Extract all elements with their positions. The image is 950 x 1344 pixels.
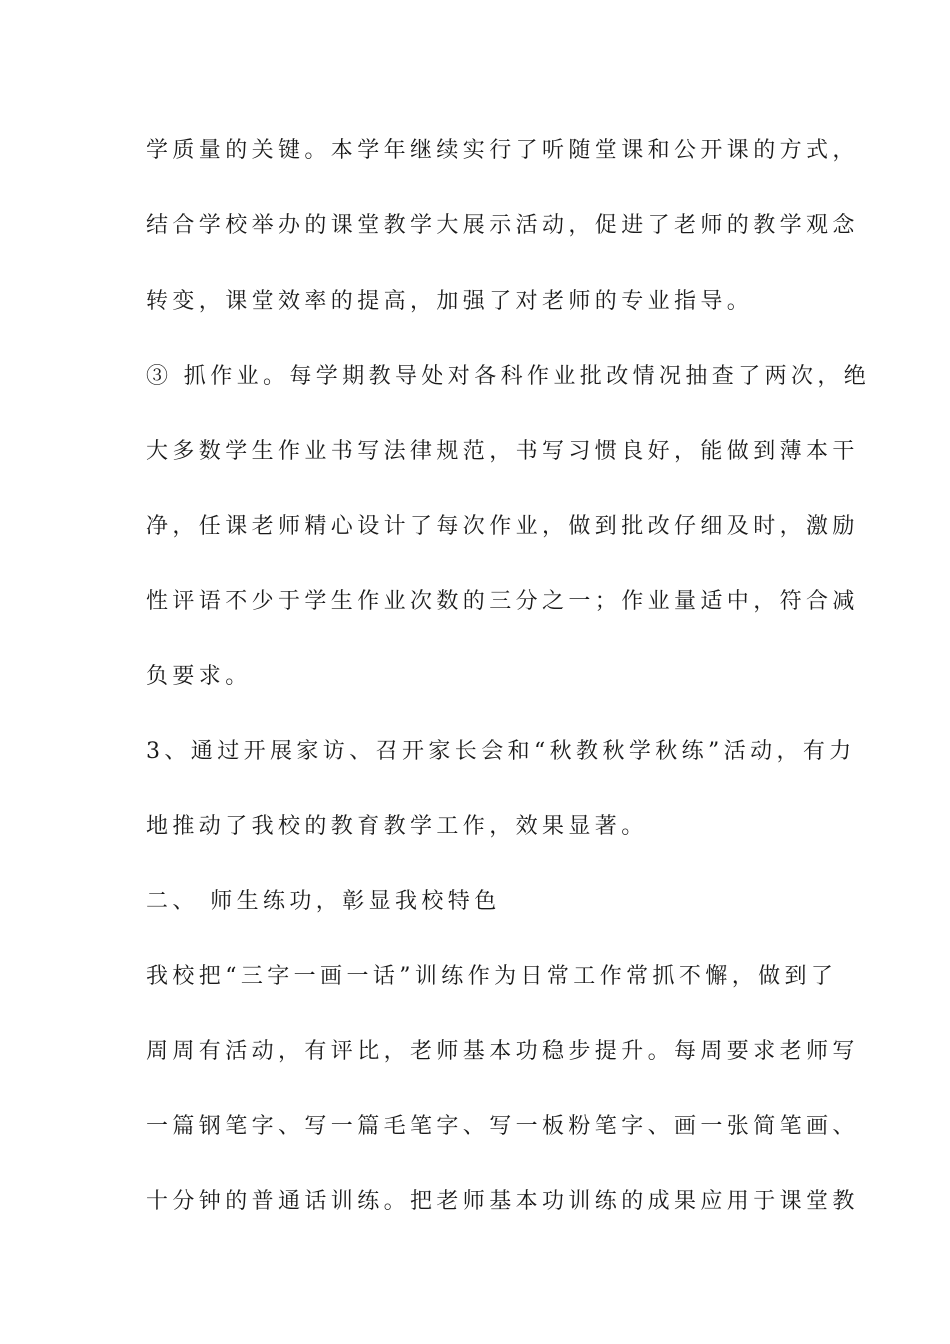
text-line: 一篇钢笔字、写一篇毛笔字、写一板粉笔字、画一张简笔画、 [146, 1114, 859, 1139]
text-line: 十分钟的普通话训练。把老师基本功训练的成果应用于课堂教 [146, 1189, 859, 1214]
text-line: 3、通过开展家访、召开家长会和“秋教秋学秋练”活动，有力 [146, 739, 856, 764]
text-line: 大多数学生作业书写法律规范，书写习惯良好，能做到薄本干 [146, 439, 859, 464]
text-line: 性评语不少于学生作业次数的三分之一；作业量适中，符合减 [146, 589, 859, 614]
text-line: 周周有活动，有评比，老师基本功稳步提升。每周要求老师写 [146, 1039, 859, 1064]
text-line: 地推动了我校的教育教学工作，效果显著。 [146, 814, 648, 839]
text-line: 我校把“三字一画一话”训练作为日常工作常抓不懈，做到了 [146, 964, 838, 989]
text-line: ③ 抓作业。每学期教导处对各科作业批改情况抽查了两次，绝 [146, 364, 871, 389]
section-heading: 二、 师生练功，彰显我校特色 [146, 889, 501, 914]
text-line: 净，任课老师精心设计了每次作业，做到批改仔细及时，激励 [146, 514, 859, 539]
text-line: 学质量的关键。本学年继续实行了听随堂课和公开课的方式， [146, 138, 859, 163]
text-line: 转变，课堂效率的提高，加强了对老师的专业指导。 [146, 289, 754, 314]
text-line: 结合学校举办的课堂教学大展示活动，促进了老师的教学观念 [146, 213, 859, 238]
text-line: 负要求。 [146, 664, 252, 689]
